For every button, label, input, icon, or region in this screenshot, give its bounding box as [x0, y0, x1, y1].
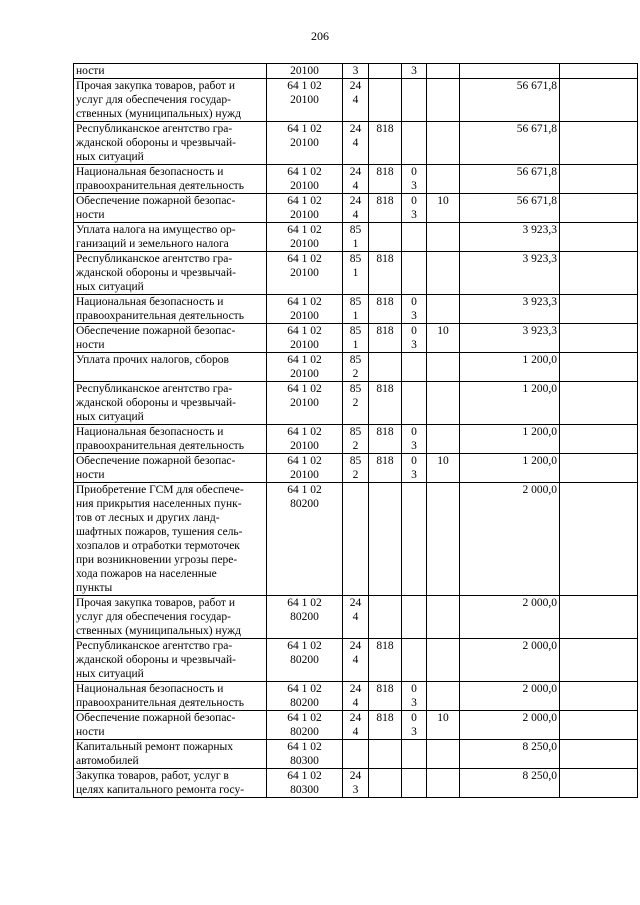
amount-cell: 8 250,0 [460, 740, 560, 769]
subsection-cell [427, 353, 460, 382]
extra-cell [560, 425, 638, 454]
expense-type-cell: 85 1 [343, 324, 369, 353]
expense-type-cell: 24 3 [343, 769, 369, 798]
expense-type-cell [343, 740, 369, 769]
expense-type-cell: 24 4 [343, 122, 369, 165]
expense-name-cell: ности [74, 64, 267, 79]
expense-name-cell: Закупка товаров, работ, услуг в целях капитального ремонта госу- [74, 769, 267, 798]
subsection-cell: 10 [427, 194, 460, 223]
table-row [74, 79, 638, 122]
target-article-cell: 64 1 02 20100 [267, 223, 343, 252]
target-article-cell: 64 1 02 20100 [267, 295, 343, 324]
ministry-code-cell: 818 [369, 425, 402, 454]
section-cell [402, 740, 427, 769]
table-row [74, 223, 638, 252]
section-cell: 0 3 [402, 324, 427, 353]
expense-type-cell [343, 483, 369, 596]
ministry-code-cell: 818 [369, 295, 402, 324]
subsection-cell [427, 382, 460, 425]
target-article-cell: 64 1 02 20100 [267, 454, 343, 483]
extra-cell [560, 769, 638, 798]
target-article-cell: 64 1 02 20100 [267, 252, 343, 295]
budget-table [73, 63, 638, 798]
subsection-cell [427, 64, 460, 79]
section-cell: 0 3 [402, 295, 427, 324]
target-article-cell: 64 1 02 80200 [267, 711, 343, 740]
ministry-code-cell: 818 [369, 165, 402, 194]
table-row [74, 425, 638, 454]
expense-name-cell: Республиканское агентство гра- жданской обороны и чрезвычай- ных ситуаций [74, 382, 267, 425]
amount-cell: 2 000,0 [460, 711, 560, 740]
target-article-cell: 64 1 02 20100 [267, 79, 343, 122]
subsection-cell [427, 639, 460, 682]
ministry-code-cell: 818 [369, 711, 402, 740]
target-article-cell: 64 1 02 20100 [267, 122, 343, 165]
amount-cell: 56 671,8 [460, 194, 560, 223]
section-cell [402, 353, 427, 382]
ministry-code-cell [369, 64, 402, 79]
ministry-code-cell: 818 [369, 122, 402, 165]
ministry-code-cell: 818 [369, 324, 402, 353]
subsection-cell [427, 483, 460, 596]
subsection-cell: 10 [427, 711, 460, 740]
expense-type-cell: 24 4 [343, 79, 369, 122]
amount-cell: 2 000,0 [460, 596, 560, 639]
ministry-code-cell: 818 [369, 252, 402, 295]
extra-cell [560, 295, 638, 324]
table-row [74, 353, 638, 382]
section-cell [402, 122, 427, 165]
amount-cell: 2 000,0 [460, 483, 560, 596]
target-article-cell: 64 1 02 80200 [267, 596, 343, 639]
extra-cell [560, 682, 638, 711]
expense-type-cell: 24 4 [343, 596, 369, 639]
subsection-cell [427, 252, 460, 295]
expense-name-cell: Национальная безопасность и правоохранительная деятельность [74, 295, 267, 324]
ministry-code-cell: 818 [369, 382, 402, 425]
ministry-code-cell [369, 769, 402, 798]
amount-cell: 56 671,8 [460, 165, 560, 194]
extra-cell [560, 79, 638, 122]
table-row [74, 682, 638, 711]
expense-name-cell: Приобретение ГСМ для обеспече- ния прикрытия населенных пунк- тов от лесных и других ланд- шафтных пожаров, тушения сель- хозпалов и отработки термоточек при возникновении угрозы пере- хода пожаров на населенные пункты [74, 483, 267, 596]
expense-name-cell: Капитальный ремонт пожарных автомобилей [74, 740, 267, 769]
amount-cell: 2 000,0 [460, 639, 560, 682]
expense-name-cell: Республиканское агентство гра- жданской обороны и чрезвычай- ных ситуаций [74, 252, 267, 295]
table-row [74, 711, 638, 740]
expense-name-cell: Республиканское агентство гра- жданской обороны и чрезвычай- ных ситуаций [74, 122, 267, 165]
target-article-cell: 64 1 02 20100 [267, 165, 343, 194]
section-cell: 3 [402, 64, 427, 79]
extra-cell [560, 252, 638, 295]
table-row [74, 454, 638, 483]
expense-name-cell: Обеспечение пожарной безопас- ности [74, 454, 267, 483]
extra-cell [560, 165, 638, 194]
section-cell [402, 382, 427, 425]
extra-cell [560, 711, 638, 740]
subsection-cell [427, 740, 460, 769]
subsection-cell: 10 [427, 454, 460, 483]
expense-type-cell: 24 4 [343, 194, 369, 223]
section-cell [402, 252, 427, 295]
expense-name-cell: Уплата прочих налогов, сборов [74, 353, 267, 382]
target-article-cell: 64 1 02 20100 [267, 425, 343, 454]
amount-cell: 56 671,8 [460, 79, 560, 122]
expense-name-cell: Национальная безопасность и правоохранительная деятельность [74, 165, 267, 194]
expense-name-cell: Уплата налога на имущество ор- ганизаций и земельного налога [74, 223, 267, 252]
expense-name-cell: Обеспечение пожарной безопас- ности [74, 711, 267, 740]
section-cell [402, 483, 427, 596]
expense-type-cell: 85 2 [343, 382, 369, 425]
table-row [74, 596, 638, 639]
subsection-cell [427, 596, 460, 639]
amount-cell: 2 000,0 [460, 682, 560, 711]
subsection-cell [427, 223, 460, 252]
ministry-code-cell: 818 [369, 454, 402, 483]
section-cell: 0 3 [402, 682, 427, 711]
table-row [74, 483, 638, 596]
ministry-code-cell [369, 79, 402, 122]
extra-cell [560, 223, 638, 252]
table-row [74, 64, 638, 79]
subsection-cell [427, 295, 460, 324]
target-article-cell: 64 1 02 80200 [267, 639, 343, 682]
extra-cell [560, 483, 638, 596]
table-row [74, 252, 638, 295]
subsection-cell [427, 79, 460, 122]
subsection-cell [427, 682, 460, 711]
table-row [74, 639, 638, 682]
amount-cell [460, 64, 560, 79]
expense-type-cell: 24 4 [343, 639, 369, 682]
page-number: 206 [311, 29, 329, 43]
expense-name-cell: Национальная безопасность и правоохранительная деятельность [74, 682, 267, 711]
section-cell [402, 79, 427, 122]
amount-cell: 1 200,0 [460, 425, 560, 454]
extra-cell [560, 324, 638, 353]
target-article-cell: 64 1 02 80300 [267, 769, 343, 798]
expense-type-cell: 85 2 [343, 454, 369, 483]
extra-cell [560, 353, 638, 382]
subsection-cell [427, 425, 460, 454]
amount-cell: 1 200,0 [460, 454, 560, 483]
extra-cell [560, 194, 638, 223]
subsection-cell [427, 769, 460, 798]
expense-type-cell: 85 2 [343, 353, 369, 382]
expense-type-cell: 24 4 [343, 682, 369, 711]
section-cell [402, 769, 427, 798]
section-cell: 0 3 [402, 454, 427, 483]
extra-cell [560, 639, 638, 682]
section-cell: 0 3 [402, 711, 427, 740]
expense-type-cell: 85 1 [343, 295, 369, 324]
expense-name-cell: Обеспечение пожарной безопас- ности [74, 324, 267, 353]
ministry-code-cell [369, 223, 402, 252]
section-cell [402, 596, 427, 639]
extra-cell [560, 596, 638, 639]
expense-name-cell: Обеспечение пожарной безопас- ности [74, 194, 267, 223]
ministry-code-cell [369, 596, 402, 639]
table-row [74, 769, 638, 798]
expense-type-cell: 85 1 [343, 223, 369, 252]
extra-cell [560, 122, 638, 165]
table-row [74, 382, 638, 425]
ministry-code-cell: 818 [369, 682, 402, 711]
ministry-code-cell [369, 740, 402, 769]
expense-type-cell: 3 [343, 64, 369, 79]
section-cell: 0 3 [402, 165, 427, 194]
table-row [74, 165, 638, 194]
amount-cell: 8 250,0 [460, 769, 560, 798]
target-article-cell: 64 1 02 80200 [267, 483, 343, 596]
expense-type-cell: 85 2 [343, 425, 369, 454]
subsection-cell [427, 122, 460, 165]
subsection-cell: 10 [427, 324, 460, 353]
expense-name-cell: Прочая закупка товаров, работ и услуг для обеспечения государ- ственных (муниципальных) нужд [74, 596, 267, 639]
extra-cell [560, 382, 638, 425]
ministry-code-cell [369, 353, 402, 382]
extra-cell [560, 64, 638, 79]
section-cell: 0 3 [402, 194, 427, 223]
ministry-code-cell: 818 [369, 639, 402, 682]
amount-cell: 3 923,3 [460, 223, 560, 252]
amount-cell: 3 923,3 [460, 295, 560, 324]
target-article-cell: 64 1 02 20100 [267, 382, 343, 425]
amount-cell: 1 200,0 [460, 353, 560, 382]
amount-cell: 3 923,3 [460, 252, 560, 295]
table-row [74, 122, 638, 165]
target-article-cell: 64 1 02 80300 [267, 740, 343, 769]
target-article-cell: 20100 [267, 64, 343, 79]
target-article-cell: 64 1 02 20100 [267, 353, 343, 382]
expense-type-cell: 24 4 [343, 165, 369, 194]
expense-type-cell: 85 1 [343, 252, 369, 295]
table-row [74, 295, 638, 324]
target-article-cell: 64 1 02 20100 [267, 324, 343, 353]
ministry-code-cell [369, 483, 402, 596]
section-cell [402, 223, 427, 252]
expense-name-cell: Национальная безопасность и правоохранительная деятельность [74, 425, 267, 454]
ministry-code-cell: 818 [369, 194, 402, 223]
amount-cell: 56 671,8 [460, 122, 560, 165]
expense-name-cell: Республиканское агентство гра- жданской обороны и чрезвычай- ных ситуаций [74, 639, 267, 682]
expense-name-cell: Прочая закупка товаров, работ и услуг для обеспечения государ- ственных (муниципальных) нужд [74, 79, 267, 122]
expense-type-cell: 24 4 [343, 711, 369, 740]
target-article-cell: 64 1 02 80200 [267, 682, 343, 711]
section-cell: 0 3 [402, 425, 427, 454]
extra-cell [560, 454, 638, 483]
table-row [74, 194, 638, 223]
target-article-cell: 64 1 02 20100 [267, 194, 343, 223]
extra-cell [560, 740, 638, 769]
amount-cell: 3 923,3 [460, 324, 560, 353]
section-cell [402, 639, 427, 682]
subsection-cell [427, 165, 460, 194]
table-row [74, 740, 638, 769]
amount-cell: 1 200,0 [460, 382, 560, 425]
table-row [74, 324, 638, 353]
